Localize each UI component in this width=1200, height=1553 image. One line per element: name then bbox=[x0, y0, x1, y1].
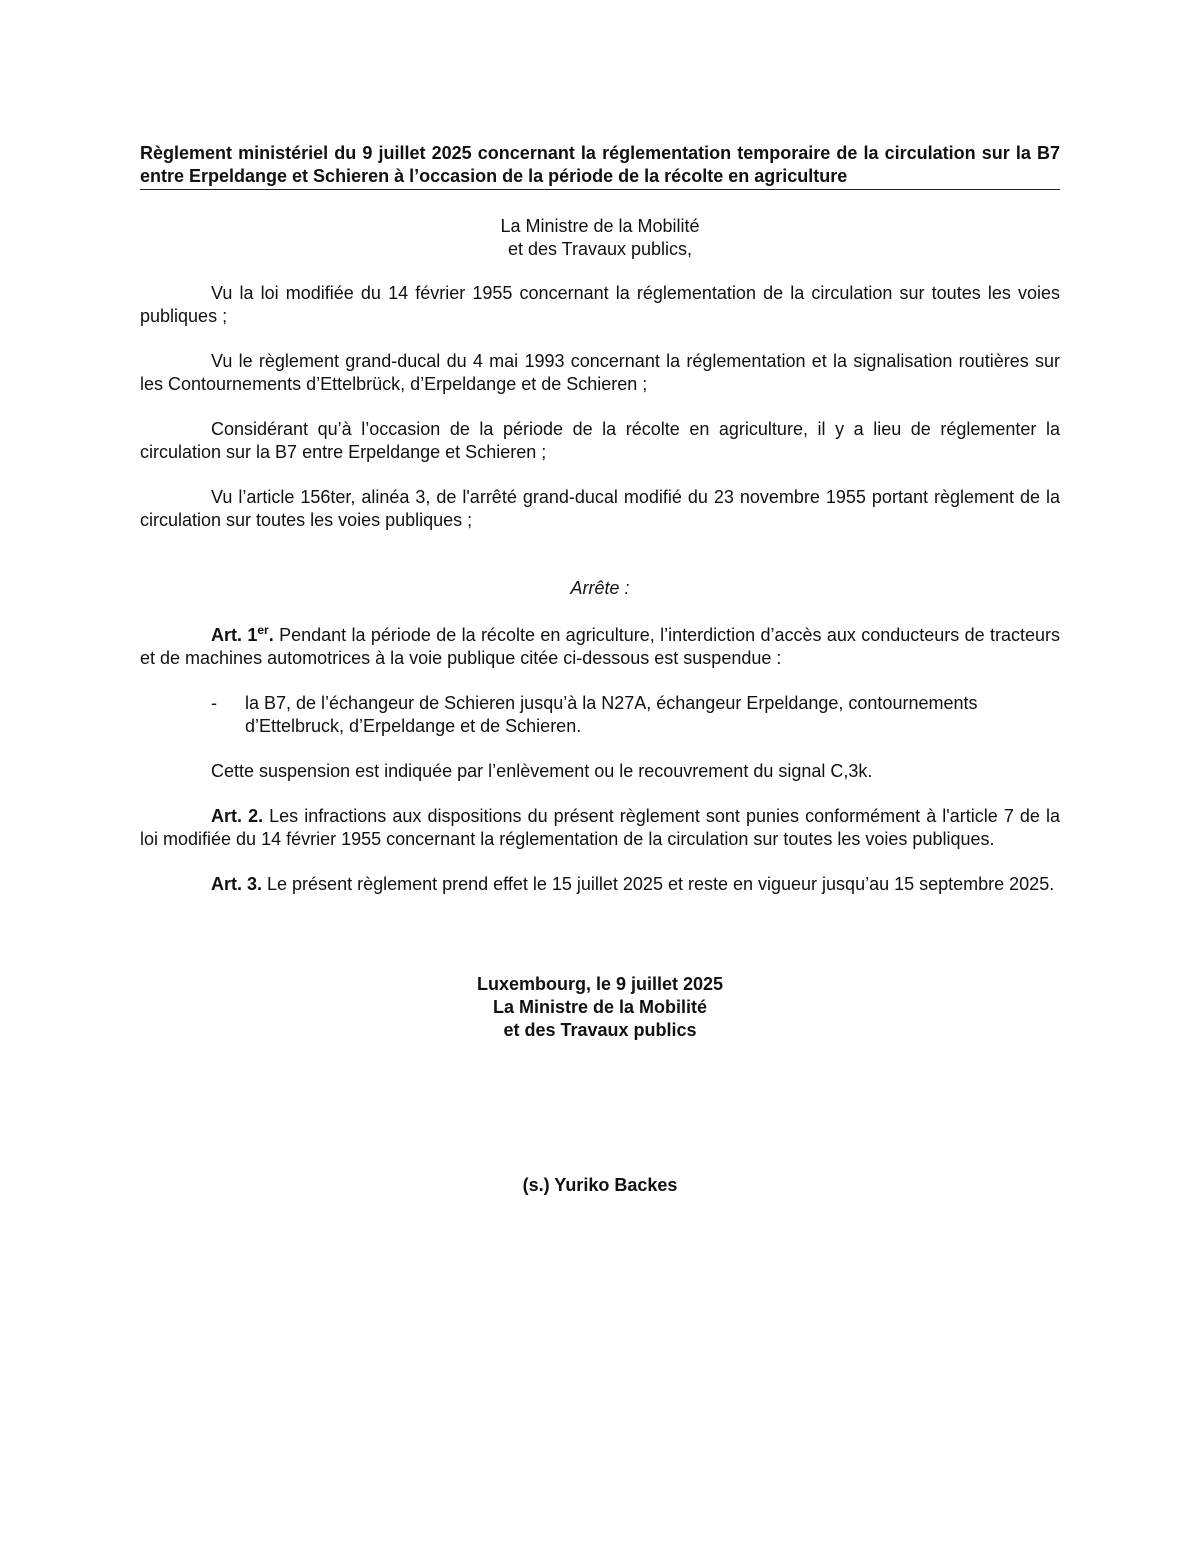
article-3 bbox=[140, 873, 1060, 896]
article-2-label: Art. 2. bbox=[211, 806, 264, 826]
arrete-heading: Arrête : bbox=[570, 578, 630, 598]
signer-name: (s.) Yuriko Backes bbox=[522, 1175, 678, 1195]
document-page bbox=[140, 142, 1060, 1197]
minister-line-2: et des Travaux publics, bbox=[507, 239, 693, 259]
article-1-label bbox=[211, 625, 274, 645]
article-1-bullet bbox=[140, 692, 1060, 738]
article-1-text: Pendant la période de la récolte en agriculture, l’interdiction d’accès aux conducteurs de tracteurs et de machines automotrices à la voie publique citée ci-dessous est suspendue : bbox=[140, 625, 1060, 668]
consideration-2: Vu le règlement grand-ducal du 4 mai 1993 concernant la réglementation et la signalisation routières sur les Contournements d’Ettelbrück, d’Erpeldange et de Schieren ; bbox=[140, 351, 1060, 394]
article-3-label: Art. 3. bbox=[211, 874, 263, 894]
article-1-note: Cette suspension est indiquée par l’enlèvement ou le recouvrement du signal C,3k. bbox=[211, 761, 873, 781]
signature-role-1: La Ministre de la Mobilité bbox=[492, 997, 708, 1017]
document-title: Règlement ministériel du 9 juillet 2025 concernant la réglementation temporaire de la circulation sur la B7 entre Erpeldange et Schieren à l’occasion de la période de la récolte en agriculture bbox=[140, 142, 1060, 190]
signature-role-2: et des Travaux publics bbox=[503, 1020, 697, 1040]
consideration-3: Considérant qu’à l’occasion de la période de la récolte en agriculture, il y a lieu de réglementer la circulation sur la B7 entre Erpeldange et Schieren ; bbox=[140, 419, 1060, 462]
consideration-4: Vu l’article 156ter, alinéa 3, de l'arrêté grand-ducal modifié du 23 novembre 1955 portant règlement de la circulation sur toutes les voies publiques ; bbox=[140, 487, 1060, 530]
article-2-text: Les infractions aux dispositions du présent règlement sont punies conformément à l'article 7 de la loi modifiée du 14 février 1955 concernant la réglementation de la circulation sur toutes les voies publiques. bbox=[140, 806, 1060, 849]
article-1-label-text: Art. 1 bbox=[211, 625, 258, 645]
article-3-text: Le présent règlement prend effet le 15 juillet 2025 et reste en vigueur jusqu’au 15 septembre 2025. bbox=[262, 874, 1055, 894]
signature-block bbox=[140, 973, 1060, 1042]
article-1 bbox=[140, 624, 1060, 670]
minister-heading bbox=[140, 215, 1060, 261]
article-1-label-period: . bbox=[268, 625, 274, 645]
bullet-dash: - bbox=[211, 693, 217, 713]
article-2 bbox=[140, 805, 1060, 851]
article-1-superscript: er bbox=[257, 623, 269, 637]
minister-line-1: La Ministre de la Mobilité bbox=[500, 216, 700, 236]
bullet-text: la B7, de l’échangeur de Schieren jusqu’à la N27A, échangeur Erpeldange, contournements d’Ettelbruck, d’Erpeldange et de Schieren. bbox=[245, 693, 978, 736]
consideration-1: Vu la loi modifiée du 14 février 1955 concernant la réglementation de la circulation sur toutes les voies publiques ; bbox=[140, 283, 1060, 326]
signature-place-date: Luxembourg, le 9 juillet 2025 bbox=[476, 974, 724, 994]
